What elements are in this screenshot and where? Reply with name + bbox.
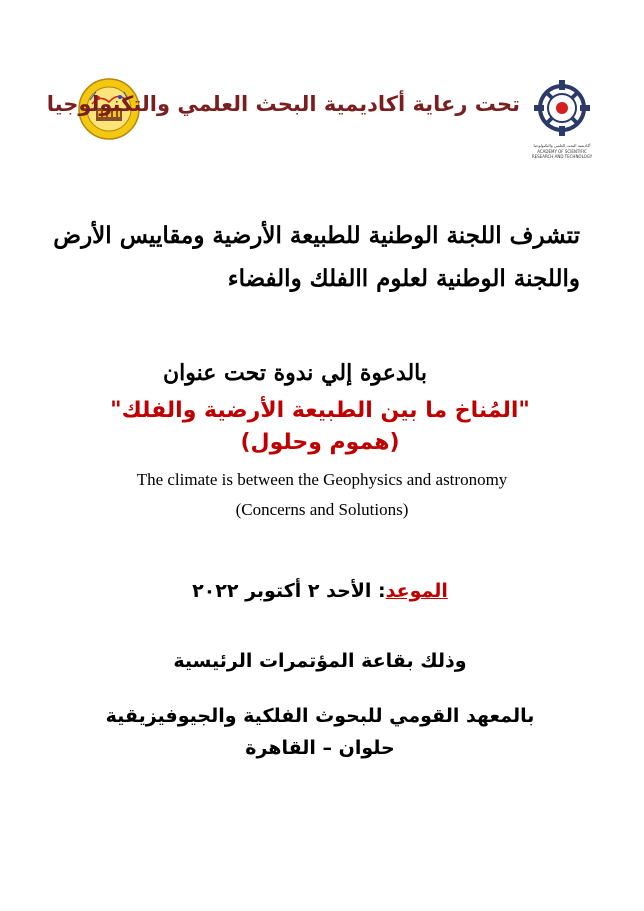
academy-caption-arabic: أكاديمية البحث العلمي والتكنولوجيا xyxy=(533,143,591,148)
seminar-title-arabic: "المُناخ ما بين الطبيعة الأرضية والفلك" xyxy=(110,398,530,423)
patronage-header: تحت رعاية أكاديمية البحث العلمي والتكنولوجيا xyxy=(46,92,520,116)
date-label: الموعد xyxy=(385,580,448,602)
academy-caption-english: ACADEMY OF SCIENTIFIC RESEARCH AND TECHNOLOGY xyxy=(531,149,593,159)
venue-hall: وذلك بقاعة المؤتمرات الرئيسية xyxy=(173,650,467,672)
seminar-title-english: The climate is between the Geophysics and astronomy xyxy=(136,470,508,489)
date-value: : الأحد ٢ أكتوبر ٢٠٢٢ xyxy=(192,580,386,602)
date-line xyxy=(150,580,490,602)
venue-institute: بالمعهد القومي للبحوث الفلكية والجيوفيزيقية xyxy=(105,705,535,727)
venue-city: حلوان – القاهرة xyxy=(245,737,395,759)
organizer-line-2: واللجنة الوطنية لعلوم االفلك والفضاء xyxy=(227,265,580,292)
seminar-subtitle-english: (Concerns and Solutions) xyxy=(235,500,409,519)
seminar-subtitle-arabic: (هموم وحلول) xyxy=(240,430,400,455)
invitation-line: بالدعوة إلي ندوة تحت عنوان xyxy=(162,360,428,386)
organizer-line-1: تتشرف اللجنة الوطنية للطبيعة الأرضية ومقاييس الأرض xyxy=(53,222,580,249)
